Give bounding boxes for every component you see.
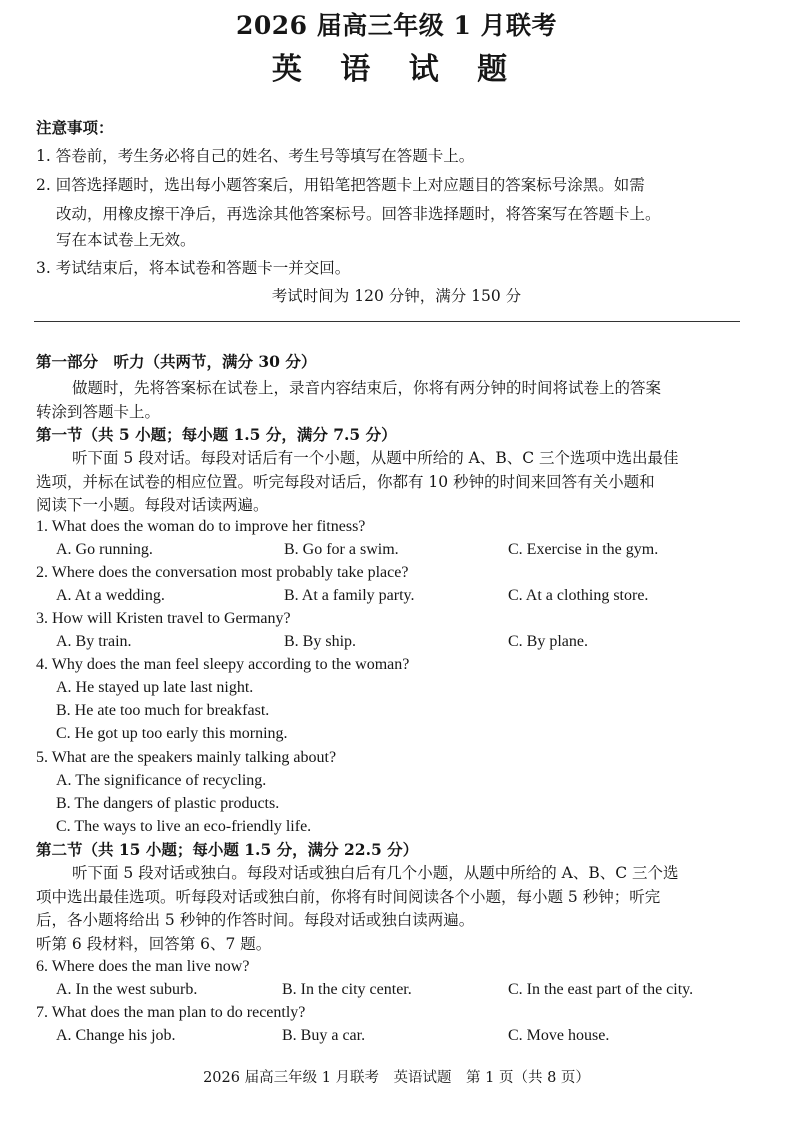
question-7-stem: 7. What does the man plan to do recently? [36, 1004, 306, 1021]
material-6-instruction: 听第 6 段材料，回答第 6、7 题。 [36, 935, 272, 953]
question-3-option-a: A. By train. [56, 633, 132, 650]
question-4-option-c: C. He got up too early this morning. [56, 725, 288, 742]
question-3-option-c: C. By plane. [508, 633, 588, 650]
question-4-option-b: B. He ate too much for breakfast. [56, 702, 270, 719]
notice-item-2-line-3: 写在本试卷上无效。 [56, 231, 196, 249]
section2-intro-line-1: 听下面 5 段对话或独白。每段对话或独白后有几个小题，从题中所给的 A、B、C 三个选 [72, 864, 679, 882]
notice-item-2-line-1: 2. 回答选择题时，选出每小题答案后，用铅笔把答题卡上对应题目的答案标号涂黑。如需 [36, 176, 645, 194]
question-7-option-c: C. Move house. [508, 1027, 610, 1044]
notice-item-3: 3. 考试结束后，将本试卷和答题卡一并交回。 [36, 259, 351, 277]
notice-item-1: 1. 答卷前，考生务必将自己的姓名、考生号等填写在答题卡上。 [36, 147, 475, 165]
section1-heading: 第一节（共 5 小题；每小题 1.5 分，满分 7.5 分） [36, 425, 397, 444]
question-6-option-c: C. In the east part of the city. [508, 981, 694, 998]
subject-title: 英 语 试 题 [271, 52, 522, 87]
part1-intro-line-1: 做题时，先将答案标在试卷上，录音内容结束后，你将有两分钟的时间将试卷上的答案 [72, 379, 662, 397]
question-4-stem: 4. Why does the man feel sleepy according to the woman? [36, 656, 410, 673]
question-5-stem: 5. What are the speakers mainly talking about? [36, 749, 337, 766]
question-7-option-a: A. Change his job. [56, 1027, 176, 1044]
question-1-option-c: C. Exercise in the gym. [508, 541, 659, 558]
notice-heading: 注意事项： [36, 118, 114, 137]
question-1-stem: 1. What does the woman do to improve her fitness? [36, 518, 366, 535]
question-3-stem: 3. How will Kristen travel to Germany? [36, 610, 291, 627]
question-5-option-c: C. The ways to live an eco-friendly life. [56, 818, 312, 835]
part1-heading: 第一部分 听力（共两节，满分 30 分） [36, 352, 317, 371]
section1-intro-line-1: 听下面 5 段对话。每段对话后有一个小题，从题中所给的 A、B、C 三个选项中选出最佳 [72, 449, 679, 467]
question-5-option-a: A. The significance of recycling. [56, 772, 267, 789]
part1-intro-line-2: 转涂到答题卡上。 [36, 403, 161, 421]
question-6-option-b: B. In the city center. [282, 981, 412, 998]
question-2-option-a: A. At a wedding. [56, 587, 165, 604]
notice-item-2-line-2: 改动，用橡皮擦干净后，再选涂其他答案标号。回答非选择题时，将答案写在答题卡上。 [56, 205, 661, 223]
question-2-option-b: B. At a family party. [284, 587, 415, 604]
section1-intro-line-3: 阅读下一小题。每段对话读两遍。 [36, 496, 269, 514]
question-2-option-c: C. At a clothing store. [508, 587, 649, 604]
question-7-option-b: B. Buy a car. [282, 1027, 366, 1044]
section2-heading: 第二节（共 15 小题；每小题 1.5 分，满分 22.5 分） [36, 840, 419, 859]
question-3-option-b: B. By ship. [284, 633, 357, 650]
section1-intro-line-2: 选项，并标在试卷的相应位置。听完每段对话后，你都有 10 秒钟的时间来回答有关小题和 [36, 473, 655, 491]
question-1-option-b: B. Go for a swim. [284, 541, 399, 558]
question-6-stem: 6. Where does the man live now? [36, 958, 250, 975]
section2-intro-line-2: 项中选出最佳选项。听每段对话或独白前，你将有时间阅读各个小题，每小题 5 秒钟；听完 [36, 888, 661, 906]
exam-time: 考试时间为 120 分钟，满分 150 分 [271, 287, 522, 305]
page-footer: 2026 届高三年级 1 月联考 英语试题 第 1 页（共 8 页） [203, 1070, 590, 1086]
question-1-option-a: A. Go running. [56, 541, 153, 558]
question-2-stem: 2. Where does the conversation most probably take place? [36, 564, 409, 581]
question-4-option-a: A. He stayed up late last night. [56, 679, 254, 696]
question-6-option-a: A. In the west suburb. [56, 981, 198, 998]
exam-title: 2026 届高三年级 1 月联考 [235, 11, 558, 40]
divider-line [34, 321, 740, 322]
section2-intro-line-3: 后，各小题将给出 5 秒钟的作答时间。每段对话或独白读两遍。 [36, 911, 475, 929]
question-5-option-b: B. The dangers of plastic products. [56, 795, 280, 812]
